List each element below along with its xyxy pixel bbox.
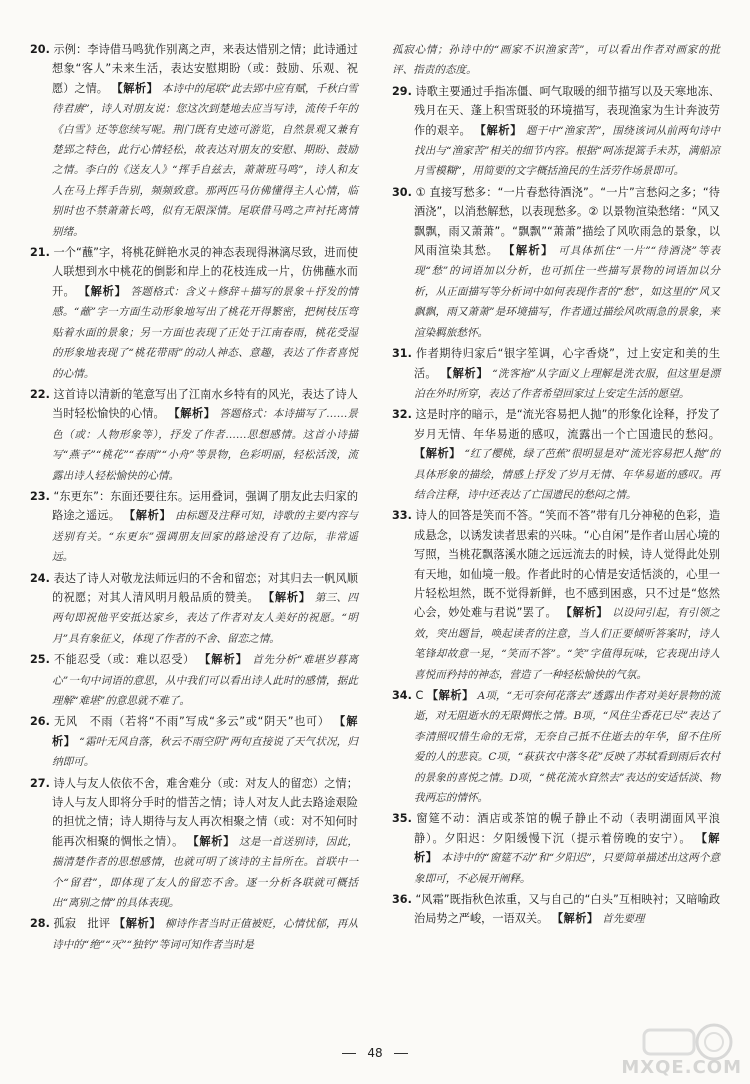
answer-entry bbox=[30, 774, 358, 914]
analysis-tag: 【解析】 bbox=[414, 831, 720, 865]
footer-dash-left bbox=[342, 1053, 356, 1054]
answer-text: 孤寂 批评 bbox=[53, 917, 111, 931]
answer-text: ① 直接写愁多：“一片春愁待酒浇”。“一片”言愁闷之多；“待酒浇”，以消愁解愁，以表现愁多。② 以景物渲染愁绪：“风又飘飘，雨又萧萧”。“飘飘”“萧萧”描绘了风吹雨急的景象，以风雨渲染其愁。 bbox=[414, 185, 720, 258]
analysis-text: 首先要理 bbox=[602, 913, 645, 926]
answer-entry bbox=[392, 890, 720, 930]
answer-text: 窗筵不动：酒店或茶馆的幌子静止不动（表明湖面风平浪静）。夕阳迟：夕阳缓慢下沉（提示着傍晚的安宁）。 bbox=[414, 812, 720, 845]
analysis-text: “红了樱桃，绿了芭蕉”很明显是对“流光容易把人抛”的具体形象的描绘，情感上抒发了岁月无情、年华易逝的感叹。再结合注释，诗中还表达了亡国遗民的愁闷之情。 bbox=[414, 448, 720, 501]
analysis-tag: 【解析】 bbox=[426, 689, 474, 702]
answer-text: 不能忍受（或：难以忍受） bbox=[53, 653, 195, 667]
analysis-text: A项，“无可奈何花落去”透露出作者对美好景物的流逝，对无阻逝水的无限惆怅之情。B项，“风住尘香花已尽”表达了李清照叹惜生命的无常，无奈自己抵不住逝去的年华，留不住所爱的人的悲哀。C项，“萩荻衣中落冬花”反映了苏轼看到雨后农村的景象的喜悦之情。D项，“桃花流水窅然去”表达的安适恬淡、物我两忘的情怀。 bbox=[414, 690, 720, 805]
analysis-tag: 【解析】 bbox=[262, 590, 311, 604]
analysis-tag: 【解析】 bbox=[52, 715, 358, 748]
answer-entry bbox=[392, 405, 720, 505]
analysis-tag: 【解析】 bbox=[474, 123, 523, 137]
analysis-text: 首先分析“难堪岁暮离心”一句中词语的意思，从中我们可以看出诗人此时的感情，据此理解“难堪”的意思就不难了。 bbox=[52, 654, 358, 707]
analysis-text: 柳诗作者当时正值被贬，心情忧郁，再从诗中的“绝”“灭”“独钓”等词可知作者当时是 bbox=[52, 918, 358, 951]
question-number: 35. bbox=[392, 812, 412, 826]
analysis-tag: 【解析】 bbox=[440, 366, 489, 380]
answer-text: 一个“蘸”字，将桃花鲜艳水灵的神态表现得淋漓尽致，进而使人联想到水中桃花的倒影和岸上的花枝连成一片，仿佛蘸水而开。 bbox=[52, 246, 359, 298]
answer-circle-icon bbox=[624, 1022, 742, 1062]
answer-text: 作者期待归家后“银字笙调，心字香烧”，过上安定和美的生活。 bbox=[414, 347, 721, 380]
answer-entry bbox=[392, 82, 720, 182]
analysis-text: “洗客袍”从字面义上理解是洗衣服，但这里是漂泊在外时所穿，表达了作者希望回家过上安定生活的愿望。 bbox=[414, 367, 720, 400]
answer-entry bbox=[392, 40, 720, 81]
watermark-logo bbox=[621, 1022, 742, 1078]
question-number: 20. bbox=[30, 43, 50, 56]
question-number: 25. bbox=[30, 653, 50, 667]
analysis-tag: 【解析】 bbox=[503, 244, 554, 258]
answer-entry bbox=[30, 712, 358, 772]
analysis-text: 以设问引起，有引领之效，突出题旨，唤起读者的注意，当人们正要倾听答案时，诗人笔锋却故意一晃，“笑而不答”。“笑”字值得玩味，它表现出诗人喜悦而矜持的神态，营造了一种轻松愉快的气氛。 bbox=[414, 607, 720, 681]
question-number: 26. bbox=[30, 715, 50, 729]
question-number: 23. bbox=[30, 489, 50, 503]
answer-entry bbox=[392, 506, 720, 685]
analysis-text: 本诗中的“窗筵不动”和“夕阳迟”，只要简单描述出这两个意象即可，不必展开阐释。 bbox=[414, 852, 720, 885]
answer-entry bbox=[392, 809, 720, 889]
answer-text: “风霜”既指秋色浓重，又与自己的“白头”互相映衬；又暗喻政治局势之严峻，一语双关。 bbox=[414, 893, 721, 926]
answer-text: 无风 不雨（若将“不雨”写成“多云”或“阴天”也可） bbox=[54, 715, 330, 729]
question-number: 34. bbox=[392, 689, 412, 702]
answer-text: 这是时序的暗示，是“流光容易把人抛”的形象化诠释，抒发了岁月无情、年华易逝的感叹，流露出一个亡国遗民的愁闷。 bbox=[414, 408, 721, 441]
analysis-text: 可具体抓住“一片”“待酒浇”等表现“愁”的词语加以分析，也可抓住一些描写景物的词语加以分析，从正面描写等分析词中如何表现作者的“愁”，如这里的“风又飘飘，雨又萧萧”是环境描写，作者通过描绘风吹雨急的景象，来渲染羁旅愁怀。 bbox=[414, 245, 720, 339]
analysis-text: 由标题及注释可知，诗歌的主要内容与送别有关。“东更东”强调朋友回家的路途没有了边际，非常遥远。 bbox=[52, 510, 358, 564]
question-number: 32. bbox=[392, 408, 412, 422]
analysis-tag: 【解析】 bbox=[560, 606, 609, 620]
question-number: 22. bbox=[30, 387, 50, 401]
answer-text: 这首诗以清新的笔意写出了江南水乡特有的风光，表达了诗人当时轻松愉快的心情。 bbox=[52, 387, 358, 421]
question-number: 36. bbox=[392, 893, 412, 907]
answer-text: 诗人与友人依依不舍，难舍难分（或：对友人的留恋）之情；诗人与友人即将分手时的惜苦之情；诗人对友人此去路途艰险的担忧之情；诗人期待与友人再次相聚之情（或：对不知何时能再次相聚的惆怅之情）。 bbox=[52, 776, 358, 848]
analysis-tag: 【解析】 bbox=[78, 284, 127, 298]
answer-entry bbox=[30, 243, 358, 384]
answer-entry bbox=[30, 487, 358, 568]
question-number: 30. bbox=[392, 185, 412, 199]
question-number: 24. bbox=[30, 571, 50, 585]
answer-text: 表达了诗人对敬龙法师远归的不舍和留恋；对其归去一帆风顺的祝愿；对其人清风明月般品质的赞美。 bbox=[52, 571, 358, 604]
answer-text: 诗歌主要通过手指冻僵、呵气取暖的细节描写以及天寒地冻、残月在天、蓬上积雪斑驳的环境描写，表现渔家为生计奔波劳作的艰辛。 bbox=[414, 84, 720, 137]
left-column bbox=[30, 40, 358, 956]
analysis-tag: 【解析】 bbox=[187, 834, 236, 848]
analysis-text: 这是一首送别诗，因此，揣清楚作者的思想感情，也就可明了该诗的主旨所在。首联中一个“留君”，即体现了友人的留恋不舍。逐一分析各联就可概括出“离别之情”的具体表现。 bbox=[52, 835, 359, 910]
analysis-text: 孤寂心情；孙诗中的“画家不识渔家苦”，可以看出作者对画家的批评、指责的态度。 bbox=[392, 44, 720, 77]
analysis-text: 答题格式：含义＋修辞＋描写的景象＋抒发的情感。“蘸”字一方面生动形象地写出了桃花开得繁密，把树枝压弯贴着水面的景象；另一方面也表现了正处于江南春雨，桃花受湿的形象地表现了“桃花带雨”的动人神态、意趣，表达了作者喜悦的心情。 bbox=[52, 285, 359, 380]
question-number: 29. bbox=[392, 84, 412, 98]
analysis-text: “霜叶无风自落，秋云不雨空阴”两句直接说了天气状况，归纳即可。 bbox=[52, 735, 358, 769]
answer-text: 示例：李诗借马鸣犹作别离之声，来表达惜别之情；此诗通过想象“客人”未来生活，表达安慰期盼（或：鼓励、乐观、祝愿）之情。 bbox=[52, 43, 358, 95]
answer-entry bbox=[392, 686, 720, 808]
question-number: 33. bbox=[392, 509, 412, 523]
watermark-text: MXQE.COM bbox=[621, 1057, 742, 1078]
question-number: 27. bbox=[30, 776, 50, 790]
answer-entry bbox=[30, 40, 358, 242]
answer-entry bbox=[30, 569, 358, 650]
answer-text: “东更东”：东面还要往东。运用叠词，强调了朋友此去归家的路途之遥远。 bbox=[52, 489, 359, 523]
analysis-text: 本诗中的尾联“此去郢中应有赋，千秋白雪待君赓”，诗人对朋友说：您这次到楚地去应当写诗，流传千年的《白雪》还等您续写呢。荆门既有史迹可游览，自然景观又兼有楚郢之特色，此行心情轻松，故表达对朋友的安慰、期盼、鼓励之情。李白的《送友人》“挥手自兹去，萧萧班马鸣”，诗人和友人在马上挥手告别，频频致意。那两匹马仿佛懂得主人心情，临别时也不禁萧萧长鸣，似有无限深情。尾联借马鸣之声衬托离情别绪。 bbox=[52, 82, 358, 238]
answer-entry bbox=[392, 183, 720, 343]
analysis-text: 第三、四两句即祝他平安抵达家乡，表达了作者对友人美好的祝愿。“明月”具有象征义，体现了作者的不舍、留恋之情。 bbox=[52, 591, 359, 645]
answer-text: 诗人的回答是笑而不答。“笑而不答”带有几分神秘的色彩，造成悬念，以诱发读者思索的兴味。“心自闲”是作者山居心境的写照，当桃花飘落溪水随之远远流去的时候，诗人觉得此处别有天地，如仙境一般。作者此时的心情是安适恬淡的，心里一片轻松坦然，既不觉得新鲜，也不感到困惑，只不过是“悠然心会，妙处难与君说”罢了。 bbox=[414, 509, 721, 620]
answer-entry bbox=[30, 385, 358, 486]
question-number: 28. bbox=[30, 917, 50, 931]
analysis-tag: 【解析】 bbox=[551, 912, 599, 926]
question-number: 31. bbox=[392, 347, 412, 361]
analysis-tag: 【解析】 bbox=[113, 917, 162, 931]
question-number: 21. bbox=[30, 246, 50, 260]
answer-entry bbox=[392, 344, 720, 404]
analysis-text: 题干中“渔家苦”，围绕该词从前两句诗中找出与“渔家苦”相关的细节内容。根据“呵冻提篙手未苏，满船凉月雪模糊”，用简要的文字概括渔民的生活劳作场景即可。 bbox=[414, 124, 720, 178]
answer-entry bbox=[30, 650, 358, 711]
page-number: 48 bbox=[367, 1046, 383, 1060]
footer-dash-right bbox=[394, 1053, 408, 1054]
right-column bbox=[392, 40, 720, 931]
answer-entry bbox=[30, 914, 358, 955]
analysis-tag: 【解析】 bbox=[111, 81, 159, 95]
analysis-text: 答题格式：本诗描写了……景色（或：人物形象等），抒发了作者……思想感情。这首小诗描写“燕子”“桃花”“春雨”“小舟”等景物，色彩明丽，轻松活泼，流露出诗人轻松愉快的心情。 bbox=[52, 408, 358, 482]
answer-text: C bbox=[415, 689, 424, 702]
analysis-tag: 【解析】 bbox=[199, 653, 249, 667]
analysis-tag: 【解析】 bbox=[414, 447, 461, 461]
analysis-tag: 【解析】 bbox=[123, 509, 172, 523]
analysis-tag: 【解析】 bbox=[168, 407, 216, 421]
